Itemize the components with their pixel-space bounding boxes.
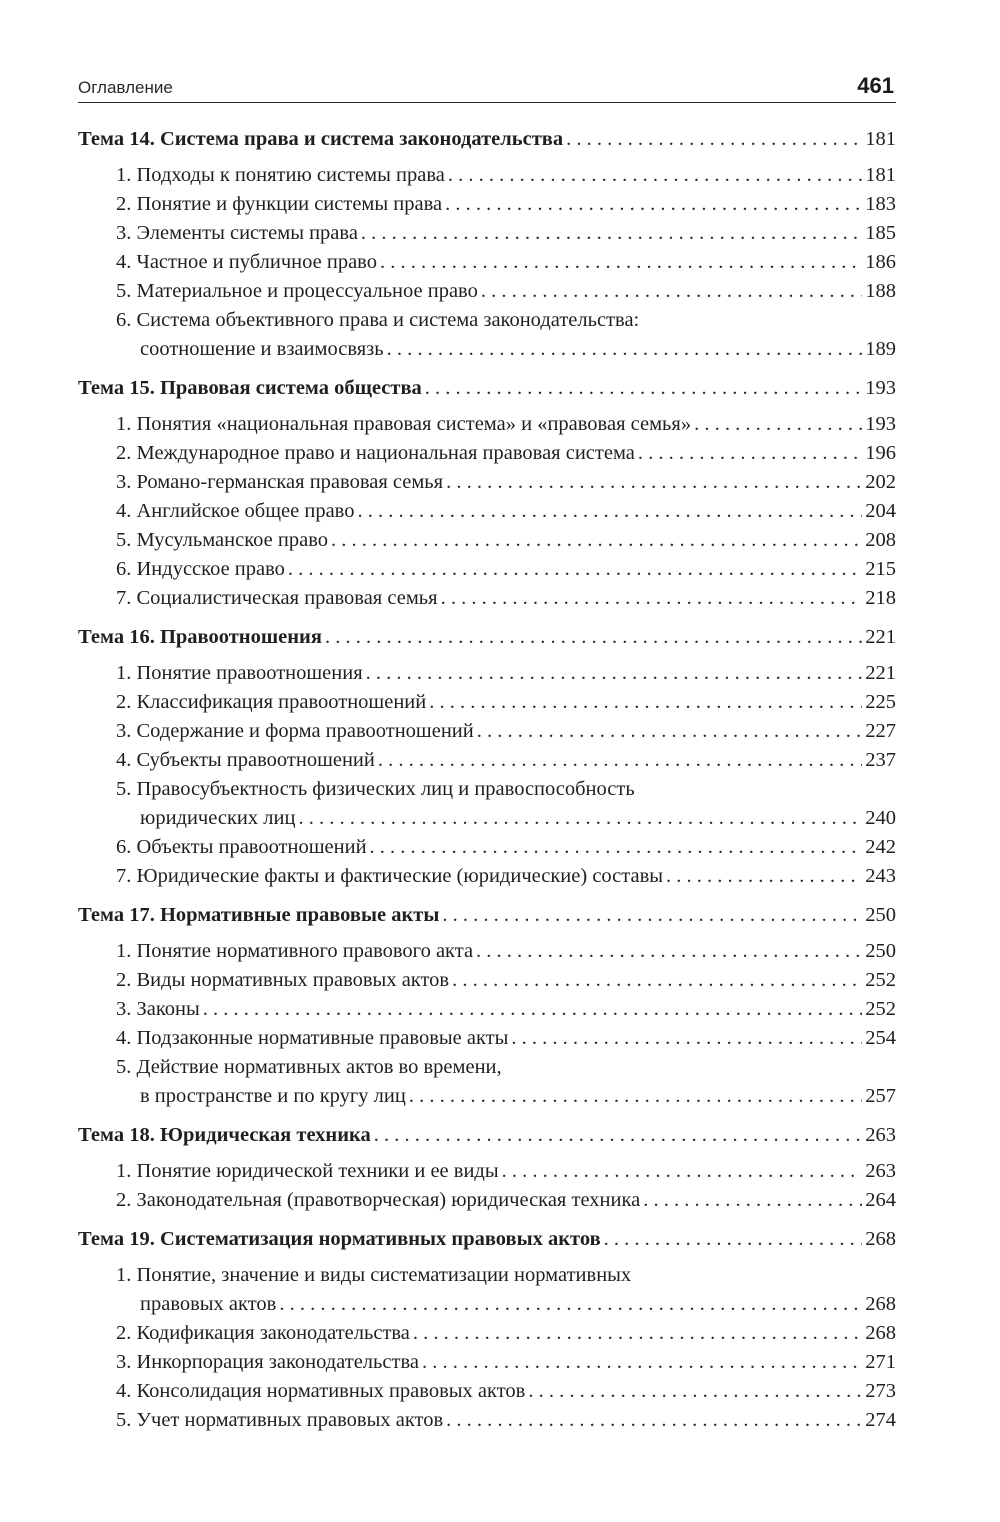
dot-leader [666, 862, 862, 891]
toc-item-row [78, 439, 896, 468]
toc-item-page: 240 [865, 807, 896, 829]
toc-item-row [78, 1261, 896, 1290]
toc-topic-row [78, 623, 896, 652]
toc-item-title: 4. Частное и публичное право [116, 251, 377, 273]
toc-topic-row [78, 901, 896, 930]
toc-topic-page: 221 [865, 626, 896, 648]
toc-item-row [78, 555, 896, 584]
toc-item-title: 4. Подзаконные нормативные правовые акты [116, 1027, 509, 1049]
toc-item-page: 268 [865, 1293, 896, 1315]
toc-topic-page: 263 [865, 1124, 896, 1146]
dot-leader [361, 219, 862, 248]
toc-item-row [78, 804, 896, 833]
toc-item-page: 218 [865, 587, 896, 609]
toc-item-row [78, 219, 896, 248]
toc-section [78, 374, 896, 613]
dot-leader [425, 374, 862, 403]
dot-leader [446, 1406, 862, 1435]
toc-topic-row [78, 125, 896, 154]
toc-item-row [78, 862, 896, 891]
toc-item-title: соотношение и взаимосвязь [140, 338, 384, 360]
dot-leader [374, 1121, 862, 1150]
toc-item-row [78, 1348, 896, 1377]
toc-item-title: 7. Социалистическая правовая семья [116, 587, 438, 609]
toc-item-title: 7. Юридические факты и фактические (юридические) составы [116, 865, 664, 887]
toc-item-row [78, 526, 896, 555]
toc-topic-page: 193 [865, 377, 896, 399]
toc-item-row [78, 1157, 896, 1186]
toc-topic-title: Тема 16. Правоотношения [78, 626, 322, 648]
toc-item-page: 237 [865, 749, 896, 771]
toc-topic-page: 181 [865, 128, 896, 150]
toc-item-row [78, 468, 896, 497]
toc-item-title: 5. Материальное и процессуальное право [116, 280, 478, 302]
dot-leader [528, 1377, 862, 1406]
dot-leader [442, 901, 862, 930]
toc-item-page: 227 [865, 720, 896, 742]
toc-item-row [78, 1024, 896, 1053]
toc-item-page: 243 [865, 865, 896, 887]
toc-item-page: 252 [865, 998, 896, 1020]
toc-topic-title: Тема 19. Систематизация нормативных правовых актов [78, 1228, 601, 1250]
toc-item-page: 257 [865, 1085, 896, 1107]
toc-item-row [78, 966, 896, 995]
dot-leader [452, 966, 862, 995]
dot-leader [370, 833, 863, 862]
toc-item-row [78, 833, 896, 862]
toc-item-title: 2. Законодательная (правотворческая) юридическая техника [116, 1189, 641, 1211]
dot-leader [203, 995, 862, 1024]
toc-item-title: 5. Действие нормативных актов во времени, [116, 1056, 502, 1078]
toc-item-title: 6. Система объективного права и система законодательства: [116, 309, 640, 331]
toc-item-row [78, 717, 896, 746]
toc-item-title: 6. Объекты правоотношений [116, 836, 367, 858]
toc-item-page: 185 [865, 222, 896, 244]
page-header [78, 72, 896, 103]
toc-item-page: 196 [865, 442, 896, 464]
toc-item-row [78, 1290, 896, 1319]
toc-item-row [78, 1377, 896, 1406]
toc-item-page: 183 [865, 193, 896, 215]
toc-item-title: 3. Содержание и форма правоотношений [116, 720, 474, 742]
dot-leader [566, 125, 862, 154]
toc-topic-row [78, 374, 896, 403]
dot-leader [288, 555, 862, 584]
toc-item-title: 2. Кодификация законодательства [116, 1322, 410, 1344]
toc-item-title: 5. Мусульманское право [116, 529, 328, 551]
dot-leader [476, 937, 862, 966]
toc-item-row [78, 497, 896, 526]
toc-topic-title: Тема 14. Система права и система законодательства [78, 128, 564, 150]
dot-leader [643, 1186, 862, 1215]
toc-item-title: 2. Международное право и национальная правовая система [116, 442, 635, 464]
toc-item-row [78, 277, 896, 306]
toc-item-row [78, 1053, 896, 1082]
toc-topic-row [78, 1225, 896, 1254]
dot-leader [413, 1319, 862, 1348]
dot-leader [638, 439, 862, 468]
toc-item-row [78, 688, 896, 717]
toc-item-title: 1. Подходы к понятию системы права [116, 164, 445, 186]
toc-item-row [78, 584, 896, 613]
dot-leader [446, 468, 862, 497]
toc-item-page: 186 [865, 251, 896, 273]
toc-item-row [78, 248, 896, 277]
toc-item-title: 4. Английское общее право [116, 500, 355, 522]
dot-leader [279, 1290, 862, 1319]
toc-topic-title: Тема 15. Правовая система общества [78, 377, 422, 399]
toc-item-title: 3. Инкорпорация законодательства [116, 1351, 419, 1373]
toc-item-page: 273 [865, 1380, 896, 1402]
dot-leader [481, 277, 862, 306]
toc-item-row [78, 1186, 896, 1215]
dot-leader [502, 1157, 863, 1186]
toc-item-title: 2. Понятие и функции системы права [116, 193, 443, 215]
dot-leader [357, 497, 862, 526]
page-number: 461 [857, 73, 894, 98]
toc-item-page: 242 [865, 836, 896, 858]
toc-item-page: 268 [865, 1322, 896, 1344]
dot-leader [477, 717, 863, 746]
dot-leader [422, 1348, 862, 1377]
toc-item-page: 188 [865, 280, 896, 302]
toc-item-row [78, 659, 896, 688]
toc-item-title: 5. Учет нормативных правовых актов [116, 1409, 444, 1431]
toc-topic-page: 250 [865, 904, 896, 926]
toc-item-page: 204 [865, 500, 896, 522]
toc-item-page: 264 [865, 1189, 896, 1211]
toc-item-title: 1. Понятие нормативного правового акта [116, 940, 474, 962]
toc-section [78, 623, 896, 891]
toc-item-row [78, 746, 896, 775]
toc-topic-row [78, 1121, 896, 1150]
dot-leader [604, 1225, 863, 1254]
toc-item-page: 202 [865, 471, 896, 493]
toc-item-title: 6. Индусское право [116, 558, 285, 580]
toc-item-row [78, 1319, 896, 1348]
dot-leader [441, 584, 863, 613]
toc-item-page: 274 [865, 1409, 896, 1431]
dot-leader [298, 804, 862, 833]
toc-item-title: 1. Понятия «национальная правовая система» и «правовая семья» [116, 413, 692, 435]
toc-section [78, 125, 896, 364]
toc-item-title: 1. Понятие юридической техники и ее виды [116, 1160, 499, 1182]
toc-item-page: 193 [865, 413, 896, 435]
toc-item-title: 4. Консолидация нормативных правовых актов [116, 1380, 526, 1402]
toc-item-row [78, 1082, 896, 1111]
dot-leader [429, 688, 862, 717]
toc-item-page: 225 [865, 691, 896, 713]
dot-leader [380, 248, 862, 277]
toc-item-row [78, 161, 896, 190]
dot-leader [378, 746, 862, 775]
running-title: Оглавление [78, 78, 173, 97]
toc-item-page: 181 [865, 164, 896, 186]
toc-item-title: правовых актов [140, 1293, 277, 1315]
toc-item-row [78, 775, 896, 804]
toc-item-title: 3. Романо-германская правовая семья [116, 471, 444, 493]
toc-item-row [78, 995, 896, 1024]
toc-item-title: 3. Элементы системы права [116, 222, 358, 244]
toc-item-title: юридических лиц [140, 807, 296, 829]
toc-item-row [78, 1406, 896, 1435]
table-of-contents [78, 125, 896, 1445]
toc-item-title: 1. Понятие, значение и виды систематизации нормативных [116, 1264, 632, 1286]
toc-item-title: 1. Понятие правоотношения [116, 662, 363, 684]
toc-item-page: 221 [865, 662, 896, 684]
toc-topic-title: Тема 18. Юридическая техника [78, 1124, 371, 1146]
dot-leader [694, 410, 862, 439]
dot-leader [331, 526, 862, 555]
toc-item-page: 250 [865, 940, 896, 962]
toc-item-page: 215 [865, 558, 896, 580]
toc-item-title: 5. Правосубъектность физических лиц и правоспособность [116, 778, 635, 800]
toc-item-row [78, 410, 896, 439]
toc-item-row [78, 306, 896, 335]
toc-section [78, 901, 896, 1111]
toc-item-title: 2. Классификация правоотношений [116, 691, 427, 713]
dot-leader [448, 161, 862, 190]
toc-item-page: 263 [865, 1160, 896, 1182]
dot-leader [366, 659, 863, 688]
toc-item-page: 189 [865, 338, 896, 360]
dot-leader [511, 1024, 862, 1053]
toc-section [78, 1121, 896, 1215]
toc-item-title: 2. Виды нормативных правовых актов [116, 969, 450, 991]
toc-item-page: 208 [865, 529, 896, 551]
toc-item-row [78, 190, 896, 219]
toc-item-title: 4. Субъекты правоотношений [116, 749, 375, 771]
toc-item-row [78, 937, 896, 966]
toc-item-page: 252 [865, 969, 896, 991]
toc-topic-title: Тема 17. Нормативные правовые акты [78, 904, 440, 926]
toc-item-title: в пространстве и по кругу лиц [140, 1085, 406, 1107]
toc-item-page: 254 [865, 1027, 896, 1049]
toc-item-title: 3. Законы [116, 998, 200, 1020]
dot-leader [445, 190, 862, 219]
dot-leader [325, 623, 862, 652]
toc-topic-page: 268 [865, 1228, 896, 1250]
toc-item-row [78, 335, 896, 364]
dot-leader [387, 335, 863, 364]
toc-item-page: 271 [865, 1351, 896, 1373]
dot-leader [409, 1082, 862, 1111]
toc-section [78, 1225, 896, 1435]
